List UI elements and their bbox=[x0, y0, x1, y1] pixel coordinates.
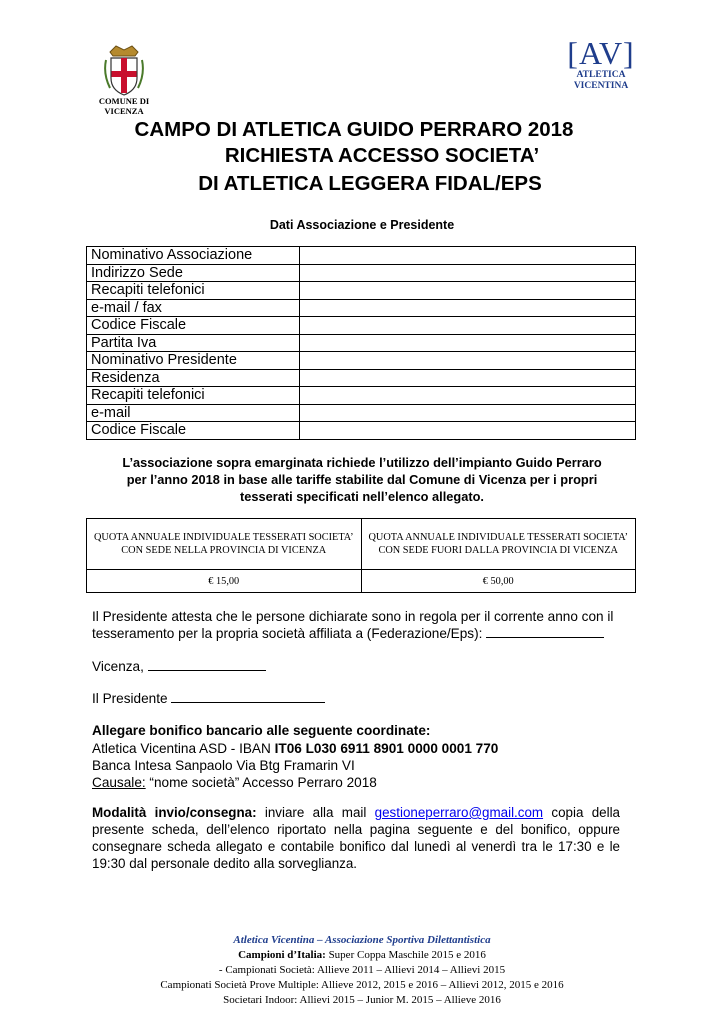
field-label: Nominativo Presidente bbox=[87, 352, 300, 370]
table-row bbox=[87, 247, 636, 265]
table-row bbox=[87, 404, 636, 422]
field-value-input[interactable] bbox=[300, 352, 636, 370]
av-logo-word2: VICENTINA bbox=[573, 81, 629, 91]
footer-line2: - Campionati Società: Allieve 2011 – Allievi 2014 – Allievi 2015 bbox=[218, 964, 506, 976]
quota-table bbox=[86, 518, 636, 593]
federazione-field[interactable] bbox=[486, 625, 604, 638]
field-value-input[interactable] bbox=[300, 369, 636, 387]
request-statement bbox=[84, 454, 640, 505]
field-label: Codice Fiscale bbox=[87, 422, 300, 440]
president-label: Il Presidente bbox=[92, 691, 168, 706]
footer-line3: Campionati Società Prove Multiple: Allieve 2012, 2015 e 2016 – Allievi 2012, 2015 e 2016 bbox=[160, 979, 564, 991]
attestation-text bbox=[92, 608, 652, 642]
table-row bbox=[87, 422, 636, 440]
attestation-line1: Il Presidente attesta che le persone dichiarate sono in regola per il corrente anno con il bbox=[92, 609, 614, 624]
field-value-input[interactable] bbox=[300, 264, 636, 282]
field-label: Recapiti telefonici bbox=[87, 387, 300, 405]
av-logo-mark: [AV] bbox=[567, 35, 635, 71]
table-row bbox=[87, 369, 636, 387]
footer bbox=[0, 933, 724, 1008]
page-title: CAMPO DI ATLETICA GUIDO PERRARO 2018 bbox=[134, 118, 574, 141]
signature-president bbox=[92, 690, 325, 707]
field-label: Indirizzo Sede bbox=[87, 264, 300, 282]
table-row bbox=[87, 334, 636, 352]
field-label: e-mail / fax bbox=[87, 299, 300, 317]
field-value-input[interactable] bbox=[300, 404, 636, 422]
delivery-after-email: copia della presente scheda, dell’elenco riportato nella pagina seguente e del bonifico, oppure consegnare scheda allegato e contabile bonifico dal lunedì al venerdì tra le 17:30 e le 19:30 dal personale dedito alla sorveglianza. bbox=[92, 805, 620, 871]
request-statement-line1: L’associazione sopra emarginata richiede l’utilizzo dell’impianto Guido Perraro bbox=[122, 455, 602, 470]
president-signature-field[interactable] bbox=[171, 690, 325, 703]
field-label: e-mail bbox=[87, 404, 300, 422]
quota-header-province: QUOTA ANNUALE INDIVIDUALE TESSERATI SOCIETA’ CON SEDE NELLA PROVINCIA DI VICENZA bbox=[87, 519, 362, 570]
date-field[interactable] bbox=[148, 658, 266, 671]
crest-caption: COMUNE DI VICENZA bbox=[98, 96, 150, 116]
field-label: Partita Iva bbox=[87, 334, 300, 352]
page-title-line3: DI ATLETICA LEGGERA FIDAL/EPS bbox=[198, 172, 542, 195]
table-row bbox=[87, 387, 636, 405]
field-label: Recapiti telefonici bbox=[87, 282, 300, 300]
table-row bbox=[87, 352, 636, 370]
av-logo-word1: ATLETICA bbox=[576, 70, 626, 80]
atletica-vicentina-logo bbox=[566, 36, 636, 92]
table-row bbox=[87, 282, 636, 300]
footer-org: Atletica Vicentina – Associazione Sportiva Dilettantistica bbox=[233, 934, 491, 946]
place-label: Vicenza, bbox=[92, 659, 144, 674]
field-value-input[interactable] bbox=[300, 317, 636, 335]
request-statement-line3: tesserati specificati nell’elenco allegato. bbox=[240, 489, 484, 504]
table-row bbox=[87, 264, 636, 282]
email-link[interactable]: gestioneperraro@gmail.com bbox=[374, 805, 544, 820]
bonifico-title: Allegare bonifico bancario alle seguente coordinate: bbox=[92, 723, 431, 738]
bonifico-causale bbox=[92, 774, 377, 791]
attestation-line2: tesseramento per la propria società affiliata a (Federazione/Eps): bbox=[92, 626, 483, 641]
request-statement-line2: per l’anno 2018 in base alle tariffe stabilite dal Comune di Vicenza per i propri bbox=[126, 472, 598, 487]
table-row bbox=[87, 317, 636, 335]
delivery-label: Modalità invio/consegna: bbox=[92, 805, 257, 820]
section-subheading: Dati Associazione e Presidente bbox=[269, 218, 455, 232]
field-value-input[interactable] bbox=[300, 387, 636, 405]
delivery-instructions bbox=[92, 804, 620, 872]
field-label: Nominativo Associazione bbox=[87, 247, 300, 265]
field-value-input[interactable] bbox=[300, 422, 636, 440]
field-value-input[interactable] bbox=[300, 247, 636, 265]
field-label: Residenza bbox=[87, 369, 300, 387]
quota-price-outside: € 50,00 bbox=[361, 570, 636, 593]
table-row bbox=[87, 299, 636, 317]
association-data-table bbox=[86, 246, 636, 440]
quota-header-outside: QUOTA ANNUALE INDIVIDUALE TESSERATI SOCIETA’ CON SEDE FUORI DALLA PROVINCIA DI VICENZA bbox=[361, 519, 636, 570]
field-value-input[interactable] bbox=[300, 299, 636, 317]
field-value-input[interactable] bbox=[300, 282, 636, 300]
bonifico-bank: Banca Intesa Sanpaolo Via Btg Framarin VI bbox=[92, 758, 355, 773]
causale-label: Causale: bbox=[92, 775, 146, 790]
bonifico-iban-line bbox=[92, 740, 498, 757]
signature-place bbox=[92, 658, 266, 675]
field-value-input[interactable] bbox=[300, 334, 636, 352]
page-title-line2: RICHIESTA ACCESSO SOCIETA’ bbox=[224, 144, 540, 167]
causale-value: “nome società” Accesso Perraro 2018 bbox=[145, 775, 377, 790]
bonifico-beneficiary: Atletica Vicentina ASD - IBAN bbox=[92, 741, 271, 756]
footer-line4: Societari Indoor: Allievi 2015 – Junior M. 2015 – Allieve 2016 bbox=[223, 994, 501, 1006]
delivery-before-email: inviare alla mail bbox=[256, 805, 375, 820]
vicenza-crest-icon bbox=[102, 38, 146, 98]
field-label: Codice Fiscale bbox=[87, 317, 300, 335]
footer-line1: Campioni d’Italia: Super Coppa Maschile 2015 e 2016 bbox=[238, 949, 486, 961]
bonifico-iban: IT06 L030 6911 8901 0000 0001 770 bbox=[274, 741, 499, 756]
quota-price-province: € 15,00 bbox=[87, 570, 362, 593]
